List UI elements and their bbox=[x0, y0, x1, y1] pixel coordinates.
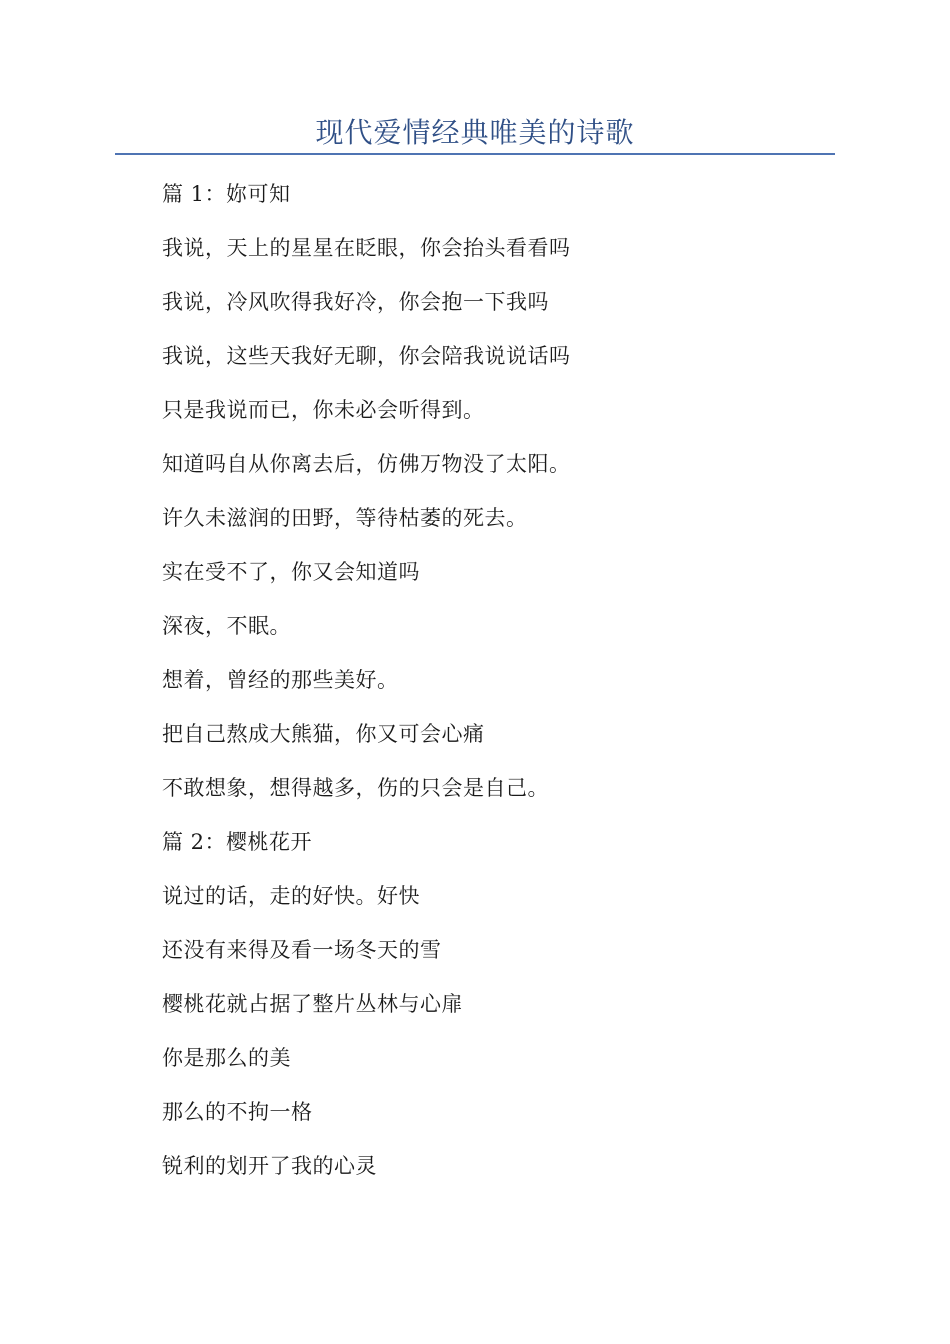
poem-line: 知道吗自从你离去后，仿佛万物没了太阳。 bbox=[162, 452, 571, 476]
poem-line: 我说，冷风吹得我好冷，你会抱一下我吗 bbox=[162, 290, 549, 314]
poem-line: 你是那么的美 bbox=[162, 1046, 291, 1070]
poem-body bbox=[162, 177, 812, 1203]
poem-line: 把自己熬成大熊猫，你又可会心痛 bbox=[162, 722, 485, 746]
poem-line: 樱桃花就占据了整片丛林与心扉 bbox=[162, 992, 463, 1016]
poem-line: 锐利的划开了我的心灵 bbox=[162, 1154, 377, 1178]
document-title: 现代爱情经典唯美的诗歌 bbox=[315, 116, 635, 149]
poem-line: 实在受不了，你又会知道吗 bbox=[162, 560, 420, 584]
poem-line: 只是我说而已，你未必会听得到。 bbox=[162, 398, 485, 422]
poem-line: 不敢想象，想得越多，伤的只会是自己。 bbox=[162, 776, 549, 800]
poem-line: 许久未滋润的田野，等待枯萎的死去。 bbox=[162, 506, 528, 530]
title-underline bbox=[115, 153, 835, 155]
poem-line: 那么的不拘一格 bbox=[162, 1100, 313, 1124]
section-heading: 篇 1：妳可知 bbox=[162, 182, 291, 206]
poem-line: 深夜，不眠。 bbox=[162, 614, 291, 638]
poem-line: 说过的话，走的好快。好快 bbox=[162, 884, 420, 908]
poem-line: 我说，这些天我好无聊，你会陪我说说话吗 bbox=[162, 344, 571, 368]
section-heading: 篇 2：樱桃花开 bbox=[162, 830, 313, 854]
poem-line: 想着，曾经的那些美好。 bbox=[162, 668, 399, 692]
poem-line: 我说，天上的星星在眨眼，你会抬头看看吗 bbox=[162, 236, 571, 260]
poem-line: 还没有来得及看一场冬天的雪 bbox=[162, 938, 442, 962]
